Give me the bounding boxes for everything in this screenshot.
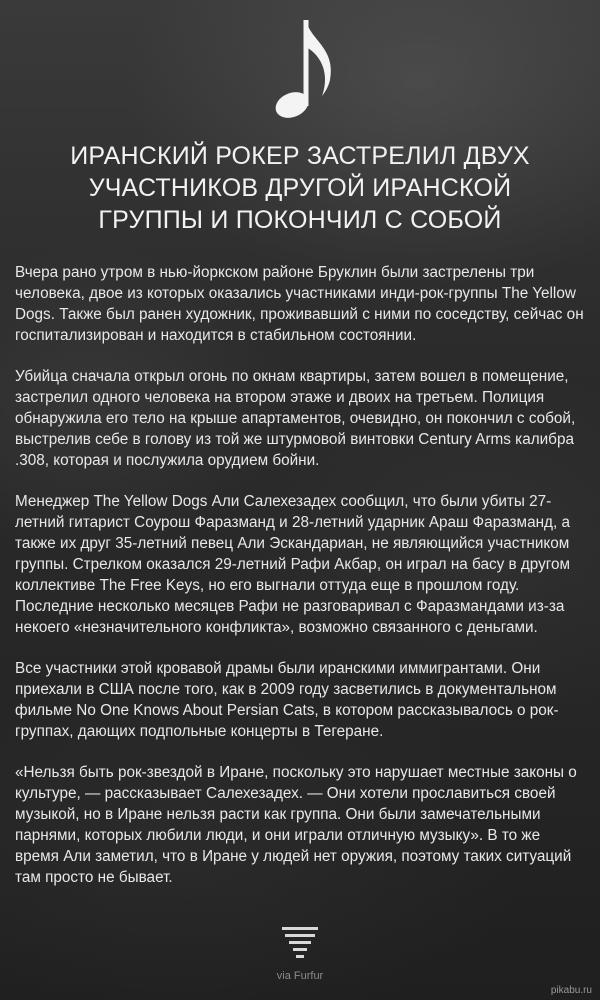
paragraph: Все участники этой кровавой драмы были иранскими иммигрантами. Они приехали в США после того, как в 2009 году засветились в документальном фильме No One Knows About Persian Cats, в котором рассказывалось о рок-группах, дающих подпольные концерты в Тегеране. [15,660,559,740]
music-note-icon [270,14,340,124]
paragraph: «Нельзя быть рок-звездой в Иране, поскольку это нарушает местные законы о культуре, — рассказывает Салехезадех. — Они хотели прославиться своей музыкой, но в Иране нельзя расти как группа. Они были замечательными парнями, которых любили люди, и они играли отличную музыку». В то же время Али заметил, что в Иране у людей нет оружия, поэтому таких ситуаций там просто не бывает. [15,764,577,886]
headline: ИРАНСКИЙ РОКЕР ЗАСТРЕЛИЛ ДВУХ УЧАСТНИКОВ ДРУГОЙ ИРАНСКОЙ ГРУППЫ И ПОКОНЧИЛ С СОБОЙ [70,142,530,234]
source-credit: via Furfur [276,970,324,982]
watermark: pikabu.ru [550,985,592,996]
article-body [15,262,588,908]
paragraph: Убийца сначала открыл огонь по окнам квартиры, затем вошел в помещение, застрелил одного человека на втором этаже и двоих на третьем. Полиция обнаружила его тело на крыше апартаментов, очевидно, он покончил с собой, выстрелив себе в голову из той же штурмовой винтовки Century Arms калибра .308, которая и послужила орудием бойни. [15,368,576,469]
paragraph: Менеджер The Yellow Dogs Али Салехезадех сообщил, что были убиты 27-летний гитарист Соурош Фаразманд и 28-летний ударник Араш Фаразманд, а также их друг 35-летний певец Али Эскандариан, не являющийся участником группы. Стрелком оказался 29-летний Рафи Акбар, он играл на басу в другом коллективе The Free Keys, но его выгнали оттуда еще в прошлом году. Последние несколько месяцев Рафи не разговаривал с Фаразмандами из-за некоего «незначительного конфликта», возможно связанного с деньгами. [15,493,571,636]
furfur-logo-icon [279,925,321,965]
paragraph: Вчера рано утром в нью-йоркском районе Бруклин были застрелены три человека, двое из которых оказались участниками инди-рок-группы The Yellow Dogs. Также был ранен художник, проживавший с ними по соседству, сейчас он госпитализирован и находится в стабильном состоянии. [15,264,584,344]
